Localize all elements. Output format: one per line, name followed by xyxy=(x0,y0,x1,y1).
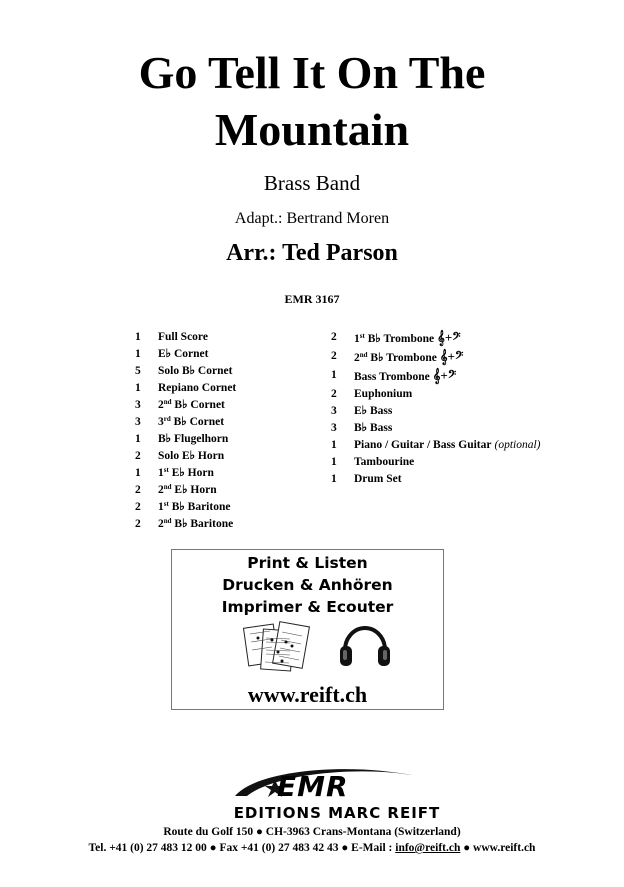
instrument-label: B♭ Trombone xyxy=(367,352,437,364)
instrument-label: B♭ Trombone xyxy=(364,333,435,345)
instrument-name xyxy=(158,363,232,380)
instrument-quantity: 1 xyxy=(331,473,337,485)
footer-phone-fax: Tel. +41 (0) 27 483 12 00 ● Fax +41 (0) 27 483 42 43 ● E-Mail : xyxy=(88,842,396,854)
clef-icon: 𝄞+𝄢 xyxy=(432,368,457,383)
instrument-row xyxy=(331,403,540,420)
instrument-label: Euphonium xyxy=(354,388,413,400)
instrument-row xyxy=(331,386,540,403)
instrument-name xyxy=(158,346,208,363)
instrument-name xyxy=(354,437,540,454)
instrument-ordinal: 1 xyxy=(158,467,164,479)
instrument-quantity: 2 xyxy=(331,331,337,343)
footer-email-link[interactable]: info@reift.ch xyxy=(395,842,461,854)
instrument-row xyxy=(331,348,540,367)
instrument-label: B♭ Baritone xyxy=(168,501,231,513)
instrument-name xyxy=(158,431,228,448)
instrument-ordinal: 2 xyxy=(158,399,164,411)
instrument-quantity: 1 xyxy=(135,331,141,343)
instrument-label: B♭ Cornet xyxy=(171,399,225,411)
emr-mark: EMR xyxy=(277,770,349,803)
instrument-name xyxy=(158,482,217,499)
instrument-name xyxy=(158,448,224,465)
instrument-ordinal: 3 xyxy=(158,416,164,428)
instrument-label: B♭ Baritone xyxy=(171,518,234,530)
instrument-name xyxy=(158,499,230,516)
instrument-ordinal-suffix: nd xyxy=(163,398,172,406)
sheet-music-icon xyxy=(242,620,312,676)
instrument-quantity: 1 xyxy=(135,348,141,360)
instrument-label: B♭ Bass xyxy=(354,422,393,434)
instrument-row xyxy=(135,397,236,414)
instrument-quantity: 2 xyxy=(331,350,337,362)
instrument-row xyxy=(331,454,540,471)
instrument-ordinal-suffix: nd xyxy=(163,483,172,491)
instrument-label: B♭ Flugelhorn xyxy=(158,433,229,445)
instrument-name xyxy=(158,329,208,346)
instrument-quantity: 3 xyxy=(331,405,337,417)
instrument-ordinal: 2 xyxy=(354,352,360,364)
footer-contact xyxy=(0,842,624,854)
instrument-quantity: 2 xyxy=(135,518,141,530)
promo-line-imprimer: Imprimer & Ecouter xyxy=(221,598,394,616)
footer-address: Route du Golf 150 ● CH-3963 Crans-Montana (Switzerland) xyxy=(163,826,461,838)
promo-line-drucken: Drucken & Anhören xyxy=(222,576,393,594)
instrument-label: Repiano Cornet xyxy=(158,382,237,394)
instrument-ordinal-suffix: st xyxy=(359,332,365,340)
instrument-quantity: 2 xyxy=(331,388,337,400)
instrument-ordinal-suffix: nd xyxy=(359,351,368,359)
instrument-quantity: 1 xyxy=(135,467,141,479)
instrument-quantity: 3 xyxy=(331,422,337,434)
instrument-quantity: 3 xyxy=(135,399,141,411)
instrument-row xyxy=(331,437,540,454)
instrument-row xyxy=(135,448,236,465)
instrument-label: Tambourine xyxy=(354,456,415,468)
print-listen-box xyxy=(171,549,444,710)
catalog-number: EMR 3167 xyxy=(284,292,340,306)
clef-icon: 𝄞+𝄢 xyxy=(439,349,464,364)
footer-website: ● www.reift.ch xyxy=(460,842,536,854)
instrument-ordinal: 2 xyxy=(158,518,164,530)
instrument-note: (optional) xyxy=(494,439,541,451)
instrument-row xyxy=(135,329,236,346)
instrument-label: Solo E♭ Horn xyxy=(158,450,225,462)
emr-logo xyxy=(217,762,457,822)
instrument-row xyxy=(135,516,236,533)
subtitle: Brass Band xyxy=(263,171,361,195)
instrument-list-left xyxy=(135,329,236,533)
instrument-label: E♭ Cornet xyxy=(158,348,209,360)
instrument-quantity: 1 xyxy=(331,369,337,381)
title-line-1: Go Tell It On The xyxy=(138,47,486,98)
instrument-name xyxy=(158,414,224,431)
instrument-name xyxy=(354,367,456,386)
instrument-row xyxy=(331,329,540,348)
instrument-name xyxy=(354,420,392,437)
instrument-name xyxy=(354,454,414,471)
instrument-list-right xyxy=(331,329,540,488)
instrument-label: Full Score xyxy=(158,331,208,343)
instrument-label: Piano / Guitar / Bass Guitar xyxy=(354,439,492,451)
clef-icon: 𝄞+𝄢 xyxy=(437,330,461,345)
instrument-name xyxy=(158,465,214,482)
instrument-label: B♭ Cornet xyxy=(170,416,225,428)
instrument-row xyxy=(331,367,540,386)
instrument-label: E♭ Horn xyxy=(171,484,217,496)
instrument-label: E♭ Horn xyxy=(168,467,214,479)
instrument-name xyxy=(158,397,225,414)
instrument-quantity: 5 xyxy=(135,365,141,377)
adapt-credit: Adapt.: Bertrand Moren xyxy=(234,210,390,227)
instrument-quantity: 2 xyxy=(135,450,141,462)
instrument-label: Drum Set xyxy=(354,473,402,485)
instrument-ordinal-suffix: st xyxy=(163,500,169,508)
instrument-name xyxy=(354,386,412,403)
instrument-row xyxy=(135,499,236,516)
instrument-label: Bass Trombone xyxy=(354,371,430,383)
instrument-row xyxy=(135,380,236,397)
instrument-ordinal: 1 xyxy=(354,333,360,345)
title-line-2: Mountain xyxy=(214,104,410,155)
instrument-row xyxy=(135,482,236,499)
instrument-row xyxy=(135,363,236,380)
instrument-quantity: 1 xyxy=(331,456,337,468)
instrument-quantity: 1 xyxy=(331,439,337,451)
instrument-row xyxy=(135,465,236,482)
instrument-ordinal-suffix: st xyxy=(163,466,169,474)
promo-line-print-listen: Print & Listen xyxy=(247,554,368,572)
instrument-quantity: 3 xyxy=(135,416,141,428)
instrument-quantity: 1 xyxy=(135,382,141,394)
promo-url: www.reift.ch xyxy=(247,682,368,707)
instrument-ordinal: 2 xyxy=(158,484,164,496)
arranger-credit: Arr.: Ted Parson xyxy=(226,240,398,266)
instrument-row xyxy=(135,346,236,363)
instrument-name xyxy=(354,329,461,348)
instrument-quantity: 2 xyxy=(135,501,141,513)
instrument-name xyxy=(158,380,236,397)
instrument-ordinal: 1 xyxy=(158,501,164,513)
instrument-row xyxy=(135,431,236,448)
headphones-icon xyxy=(337,616,393,672)
instrument-label: Solo B♭ Cornet xyxy=(158,365,233,377)
instrument-ordinal-suffix: nd xyxy=(163,517,172,525)
emr-name: EDITIONS MARC REIFT xyxy=(233,804,441,822)
instrument-name xyxy=(158,516,233,533)
instrument-row xyxy=(331,420,540,437)
instrument-row xyxy=(135,414,236,431)
instrument-row xyxy=(331,471,540,488)
instrument-quantity: 1 xyxy=(135,433,141,445)
instrument-quantity: 2 xyxy=(135,484,141,496)
instrument-name xyxy=(354,348,463,367)
instrument-label: E♭ Bass xyxy=(354,405,393,417)
instrument-ordinal-suffix: rd xyxy=(163,415,171,423)
instrument-name xyxy=(354,471,402,488)
instrument-name xyxy=(354,403,392,420)
